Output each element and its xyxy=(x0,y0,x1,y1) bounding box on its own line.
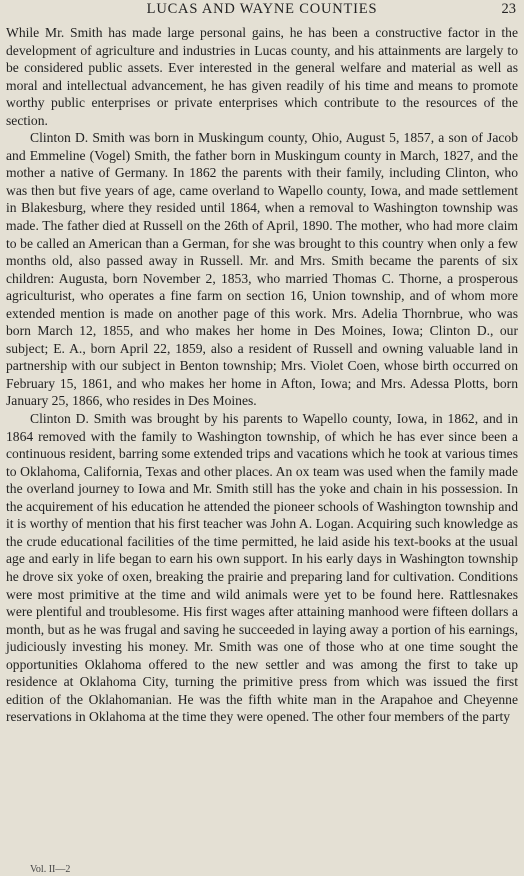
page-number: 23 xyxy=(501,1,516,17)
running-head: LUCAS AND WAYNE COUNTIES xyxy=(146,1,378,17)
paragraph-3: Clinton D. Smith was brought by his parents to Wapello county, Iowa, in 1862, and in 1864 removed with the family to Washington township, of which he has ever since been a continuous resident, barring some extended trips and vacations which he took at various times to Oklahoma, California, Texas and other places. An ox team was used when the family made the overland journey to Iowa and Mr. Smith still has the yoke and chain in his possession. In the acquirement of his education he attended the pioneer schools of Washington township and it is worthy of mention that his first teacher was John A. Logan. Acquiring such knowledge as the crude educational facilities of the time permitted, he laid aside his text-books at the usual age and early in life began to earn his own support. In his early days in Washington township he drove six yoke of oxen, breaking the prairie and preparing land for cultivation. Conditions were most primitive at the time and wild animals were yet to be found here. Rattlesnakes were plentiful and troublesome. His first wages after attaining manhood were fifteen dollars a month, but as he was frugal and saving he succeeded in laying away a portion of his earnings, judiciously investing his money. Mr. Smith was one of those who at one time sought the opportunities Oklahoma offered to the new settler and was among the first to take up residence at Oklahoma City, turning the primitive press from which was issued the first edition of the Oklahomanian. He was the fifth white man in the Arapahoe and Cheyenne reservations in Oklahoma at the time they were opened. The other four members of the party xyxy=(6,411,518,725)
page-header xyxy=(6,0,518,20)
signature-mark: Vol. II—2 xyxy=(30,864,71,875)
paragraph-1: While Mr. Smith has made large personal gains, he has been a constructive factor in the development of agriculture and industries in Lucas county, and his attainments are largely to be considered public assets. Ever interested in the general welfare and material as well as moral and intellectual advancement, he has given readily of his time and means to promote worthy public enterprises or private enterprises which contribute to the resources of the section. xyxy=(6,25,518,128)
body-text xyxy=(6,24,518,726)
paragraph-2: Clinton D. Smith was born in Muskingum county, Ohio, August 5, 1857, a son of Jacob and Emmeline (Vogel) Smith, the father born in Muskingum county in March, 1827, and the mother a native of Germany. In 1862 the parents with their family, including Clinton, who was then but five years of age, came overland to Wapello county, Iowa, and made settlement in Blakesburg, where they resided until 1864, when a removal to Washington township was made. The father died at Russell on the 26th of April, 1890. The mother, who had more claim to be called an American than a German, for she was brought to this country when only a few months old, also passed away in Russell. Mr. and Mrs. Smith became the parents of six children: Augusta, born November 2, 1853, who married Thomas C. Thorne, a prosperous agriculturist, who operates a fine farm on section 16, Union township, and of whom more extended mention is made on another page of this work. Mrs. Adelia Thornbrue, who was born March 12, 1855, and who makes her home in Des Moines, Iowa; Clinton D., our subject; E. A., born April 22, 1859, also a resident of Russell and owning valuable land in partnership with our subject in Benton township; Mrs. Violet Coen, whose birth occurred on February 15, 1861, and who makes her home in Afton, Iowa; and Mrs. Adessa Plotts, born January 25, 1866, who resides in Des Moines. xyxy=(6,130,518,409)
